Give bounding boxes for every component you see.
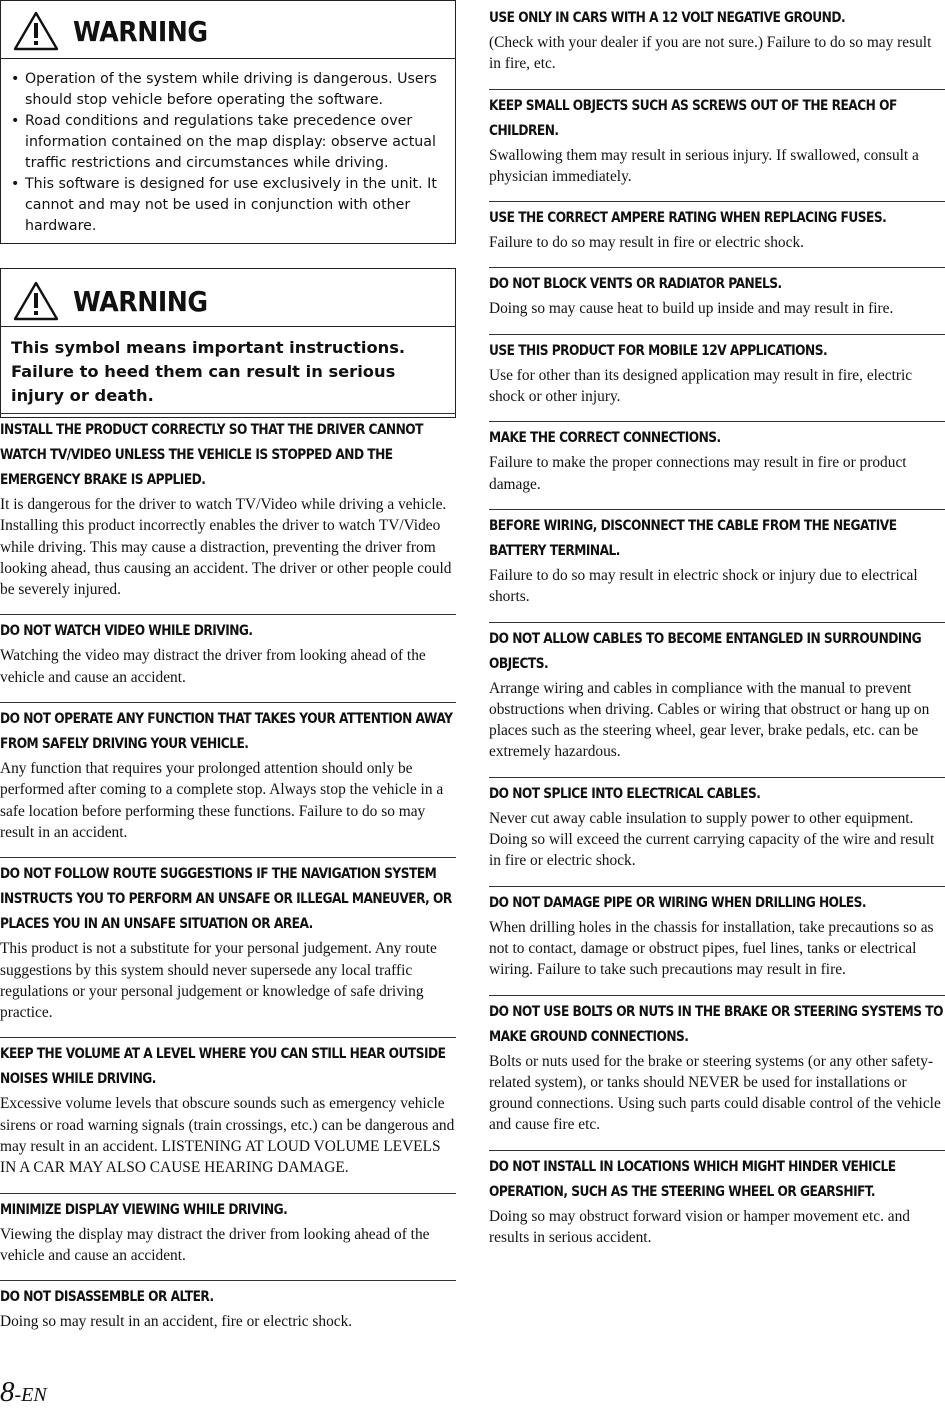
section-body: It is dangerous for the driver to watch TV/Video while driving a vehicle. Installing this product incorrectly enables the driver to watch TV/Video while driving. This may cause a distraction, preventing the driver from looking ahead, thus causing an accident. The driver or other people could be severely injured. — [0, 496, 452, 599]
safety-section — [0, 413, 456, 600]
page-number-suffix: -EN — [14, 1384, 47, 1406]
warning-title: WARNING — [73, 14, 208, 48]
section-title: USE ONLY IN CARS WITH A 12 VOLT NEGATIVE GROUND. — [489, 10, 846, 26]
section-body: Use for other than its designed application may result in fire, electric shock or other injury. — [489, 366, 913, 406]
safety-section — [489, 995, 945, 1136]
safety-section — [0, 702, 456, 843]
section-body: Doing so may result in an accident, fire or electric shock. — [0, 1313, 353, 1331]
section-body: Failure to do so may result in electric shock or injury due to electrical shorts. — [489, 566, 918, 606]
section-body: Swallowing them may result in serious injury. If swallowed, consult a physician immediately. — [489, 146, 919, 185]
section-body: Excessive volume levels that obscure sounds such as emergency vehicle sirens or road warning signals (train crossings, etc.) can be dangerous and may result in an accident. LISTENING AT LOUD VOLUME LEVELS IN A CAR MAY ALSO CAUSE HEARING DAMAGE. — [0, 1095, 455, 1177]
warning-title: WARNING — [73, 284, 208, 318]
safety-section — [489, 421, 945, 495]
page-number-value: 8 — [0, 1376, 15, 1408]
section-body: Watching the video may distract the driver from looking ahead of the vehicle and cause an accident. — [0, 647, 426, 686]
warning-list — [1, 59, 455, 243]
warning-box-operation — [0, 0, 456, 244]
section-title: DO NOT USE BOLTS OR NUTS IN THE BRAKE OR STEERING SYSTEMS TO MAKE GROUND CONNECTIONS. — [489, 1003, 943, 1045]
section-body: Doing so may obstruct forward vision or hamper movement etc. and results in serious accident. — [489, 1207, 911, 1247]
section-body: Failure to do so may result in fire or electric shock. — [489, 234, 804, 252]
warning-item: • Road conditions and regulations take precedence over information contained on the map display: observe actual traffic restrictions and circumstances while driving. — [11, 111, 445, 174]
safety-section — [0, 1280, 456, 1332]
safety-section — [489, 622, 945, 763]
section-title: DO NOT BLOCK VENTS OR RADIATOR PANELS. — [489, 276, 782, 293]
section-title: DO NOT OPERATE ANY FUNCTION THAT TAKES YOUR ATTENTION AWAY FROM SAFELY DRIVING YOUR VEHICLE. — [0, 711, 453, 753]
warning-item: • This software is designed for use exclusively in the unit. It cannot and may not be used in conjunction with other hardware. — [11, 174, 445, 237]
safety-section — [489, 777, 945, 872]
warning-triangle-icon — [13, 11, 59, 51]
safety-section — [489, 0, 945, 75]
section-body: (Check with your dealer if you are not sure.) Failure to do so may result in fire, etc. — [489, 34, 932, 73]
left-sections — [0, 413, 456, 1333]
section-body: Never cut away cable insulation to supply power to other equipment. Doing so will exceed the current carrying capacity of the wire and result in fire or electric shock. — [489, 809, 935, 870]
page-number — [0, 1376, 47, 1409]
safety-section — [489, 267, 945, 319]
section-title: KEEP THE VOLUME AT A LEVEL WHERE YOU CAN STILL HEAR OUTSIDE NOISES WHILE DRIVING. — [0, 1046, 446, 1088]
safety-section — [489, 509, 945, 608]
section-title: DO NOT ALLOW CABLES TO BECOME ENTANGLED IN SURROUNDING OBJECTS. — [489, 630, 922, 672]
safety-section — [489, 1150, 945, 1249]
section-body: This product is not a substitute for your personal judgement. Any route suggestions by this system should never supersede any local traffic regulations or your personal judgement or knowledge of safe driving practice. — [0, 940, 437, 1022]
warning-triangle-icon — [13, 281, 59, 321]
warning-item: • Operation of the system while driving is dangerous. Users should stop vehicle before operating the software. — [11, 69, 445, 111]
section-title: DO NOT FOLLOW ROUTE SUGGESTIONS IF THE NAVIGATION SYSTEM INSTRUCTS YOU TO PERFORM AN UNSAFE OR ILLEGAL MANEUVER, OR PLACES YOU IN AN UNSAFE SITUATION OR AREA. — [0, 866, 452, 933]
section-title: DO NOT WATCH VIDEO WHILE DRIVING. — [0, 623, 253, 640]
section-body: Viewing the display may distract the driver from looking ahead of the vehicle and cause an accident. — [0, 1225, 430, 1264]
warning-box-symbol — [0, 268, 456, 418]
safety-section — [0, 1037, 456, 1178]
safety-section — [0, 1193, 456, 1267]
section-title: KEEP SMALL OBJECTS SUCH AS SCREWS OUT OF THE REACH OF CHILDREN. — [489, 97, 897, 139]
section-title: INSTALL THE PRODUCT CORRECTLY SO THAT THE DRIVER CANNOT WATCH TV/VIDEO UNLESS THE VEHICLE IS STOPPED AND THE EMERGENCY BRAKE IS APPLIED. — [0, 422, 423, 488]
safety-section — [0, 857, 456, 1023]
section-title: DO NOT DISASSEMBLE OR ALTER. — [0, 1289, 214, 1306]
section-title: USE THIS PRODUCT FOR MOBILE 12V APPLICATIONS. — [489, 342, 828, 359]
safety-section — [489, 201, 945, 253]
safety-section — [489, 886, 945, 981]
section-title: USE THE CORRECT AMPERE RATING WHEN REPLACING FUSES. — [489, 210, 887, 227]
safety-section — [489, 89, 945, 188]
safety-section — [0, 614, 456, 688]
section-body: Arrange wiring and cables in compliance with the manual to prevent obstructions when driving. Cables or wiring that obstruct or hang up on places such as the steering wheel, gear lever, brake pedals, etc. can be extremely hazardous. — [489, 679, 930, 761]
section-body: Any function that requires your prolonged attention should only be performed after coming to a complete stop. Always stop the vehicle in a safe location before performing these functions. Failure to do so may result in an accident. — [0, 760, 444, 841]
section-title: BEFORE WIRING, DISCONNECT THE CABLE FROM THE NEGATIVE BATTERY TERMINAL. — [489, 517, 897, 559]
section-title: MINIMIZE DISPLAY VIEWING WHILE DRIVING. — [0, 1201, 288, 1218]
right-sections — [489, 0, 945, 1248]
warning-header — [1, 1, 455, 59]
section-body: When drilling holes in the chassis for installation, take precautions so as not to contact, damage or obstruct pipes, fuel lines, tanks or electrical wiring. Failure to take such precautions may result in fire. — [489, 918, 934, 979]
section-title: DO NOT SPLICE INTO ELECTRICAL CABLES. — [489, 785, 761, 802]
section-title: DO NOT INSTALL IN LOCATIONS WHICH MIGHT HINDER VEHICLE OPERATION, SUCH AS THE STEERING WHEEL OR GEARSHIFT. — [489, 1158, 896, 1200]
warning-header — [1, 269, 455, 327]
section-title: MAKE THE CORRECT CONNECTIONS. — [489, 430, 721, 447]
section-body: Failure to make the proper connections may result in fire or product damage. — [489, 454, 907, 493]
safety-section — [489, 334, 945, 408]
section-body: Bolts or nuts used for the brake or steering systems (or any other safety-related system), or tanks should NEVER be used for installations or ground connections. Using such parts could disable control of the vehicle and cause fire etc. — [489, 1052, 941, 1134]
section-body: Doing so may cause heat to build up inside and may result in fire. — [489, 300, 894, 318]
section-title: DO NOT DAMAGE PIPE OR WIRING WHEN DRILLING HOLES. — [489, 894, 867, 911]
warning-symbol-text: This symbol means important instructions. Failure to heed them can result in serious injury or death. — [11, 338, 406, 405]
